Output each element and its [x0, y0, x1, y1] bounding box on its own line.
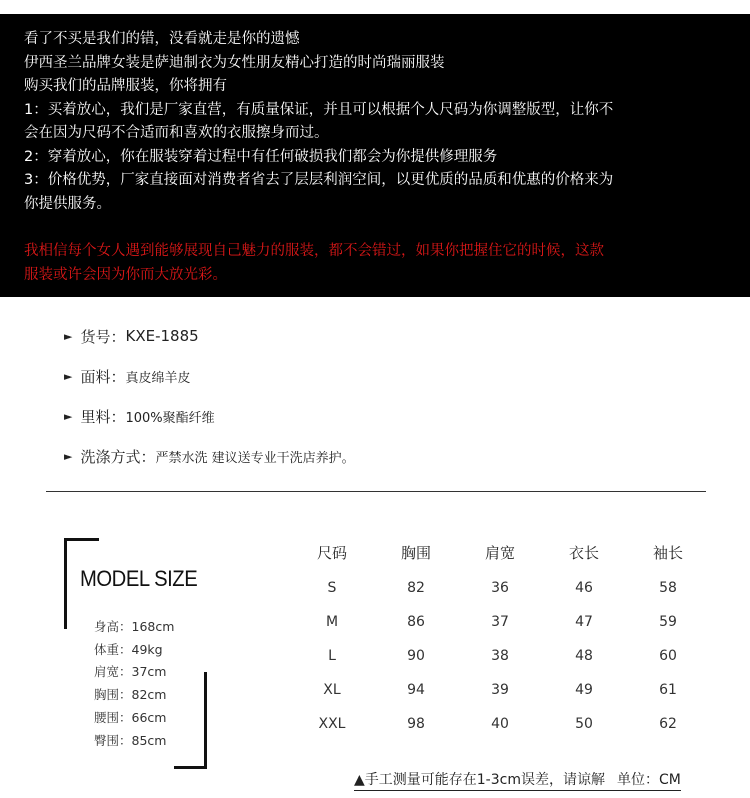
bracket-decoration-bottom [174, 672, 207, 769]
table-cell: 59 [659, 614, 677, 630]
banner-line: 3：价格优势，厂家直接面对消费者省去了层层利润空间，以更优质的品质和优惠的价格来为 [24, 172, 614, 188]
banner-line: 1：买着放心，我们是厂家直营，有质量保证，并且可以根据个人尺码为你调整版型，让你不 [24, 101, 614, 118]
table-cell: 94 [407, 682, 425, 698]
spec-label: 面料： [80, 367, 126, 386]
table-cell: 62 [659, 716, 677, 732]
banner-line: 购买我们的品牌服装，你将拥有 [24, 78, 227, 94]
table-cell: 46 [575, 580, 593, 596]
model-size-title: MODEL SIZE [80, 566, 198, 591]
section-divider [46, 491, 706, 492]
spec-value: 严禁水洗 建议送专业干洗店养护。 [155, 450, 355, 466]
triangle-right-icon: ► [64, 329, 73, 343]
table-cell: 36 [491, 580, 509, 596]
banner-highlight-line: 服装或许会因为你而大放光彩。 [24, 266, 227, 283]
model-height: 身高：168cm [94, 619, 175, 634]
spec-washing [64, 436, 355, 476]
table-cell: S [327, 580, 337, 596]
table-cell: L [328, 648, 336, 664]
model-hip: 臀围：85cm [94, 733, 167, 748]
unit-label: 单位：CM [616, 772, 681, 788]
model-bust: 胸围：82cm [94, 687, 167, 702]
table-cell: 48 [575, 648, 593, 664]
banner-highlight-line: 我相信每个女人遇到能够展现自己魅力的服装，都不会错过，如果你把握住它的时候，这款 [24, 243, 604, 259]
table-cell: 86 [407, 614, 425, 630]
table-header-cell: 袖长 [652, 544, 683, 562]
spec-value: 真皮绵羊皮 [125, 370, 191, 386]
table-cell: 82 [407, 580, 425, 596]
table-cell: 38 [491, 648, 509, 664]
product-specs [64, 316, 355, 476]
table-cell: 90 [407, 648, 425, 664]
table-cell: 49 [575, 682, 593, 698]
spec-fabric [64, 356, 355, 396]
banner-line: 你提供服务。 [24, 195, 111, 212]
spec-item-number [64, 316, 355, 356]
banner-line: 看了不买是我们的错，没看就走是你的遗憾 [24, 31, 300, 47]
intro-banner [0, 14, 750, 297]
table-cell: M [325, 614, 339, 630]
table-cell: 58 [659, 580, 677, 596]
table-cell: XL [323, 682, 341, 698]
table-header-cell: 衣长 [568, 544, 599, 562]
spec-value: KXE-1885 [125, 327, 199, 345]
spec-lining [64, 396, 355, 436]
footnote-text: ▲手工测量可能存在1-3cm误差，请谅解 [354, 772, 605, 788]
spec-value: 100%聚酯纤维 [125, 410, 215, 426]
banner-line: 伊西圣兰品牌女装是萨迪制衣为女性朋友精心打造的时尚瑞丽服装 [24, 54, 445, 71]
model-waist: 腰围：66cm [94, 710, 167, 725]
table-header-cell: 胸围 [400, 544, 431, 562]
spec-label: 洗涤方式： [80, 447, 156, 466]
banner-spacer [24, 216, 726, 240]
table-cell: 40 [491, 716, 509, 732]
triangle-right-icon: ► [64, 409, 73, 423]
measurement-footnote [354, 771, 681, 791]
table-cell: 39 [491, 682, 509, 698]
table-cell: 47 [575, 614, 593, 630]
banner-line: 会在因为尺码不合适而和喜欢的衣服擦身而过。 [24, 125, 329, 141]
banner-line: 2：穿着放心，你在服装穿着过程中有任何破损我们都会为你提供修理服务 [24, 148, 498, 165]
table-header-cell: 肩宽 [484, 544, 515, 562]
table-cell: XXL [318, 716, 346, 732]
table-cell: 61 [659, 682, 677, 698]
triangle-right-icon: ► [64, 449, 73, 463]
table-cell: 60 [659, 648, 677, 664]
table-cell: 98 [407, 716, 425, 732]
spec-label: 货号： [80, 327, 126, 346]
model-shoulder: 肩宽：37cm [94, 664, 167, 679]
spec-label: 里料： [80, 407, 126, 426]
table-header-cell: 尺码 [316, 544, 347, 562]
table-cell: 37 [491, 614, 509, 630]
model-weight: 体重：49kg [94, 642, 163, 657]
triangle-right-icon: ► [64, 369, 73, 383]
table-cell: 50 [575, 716, 593, 732]
